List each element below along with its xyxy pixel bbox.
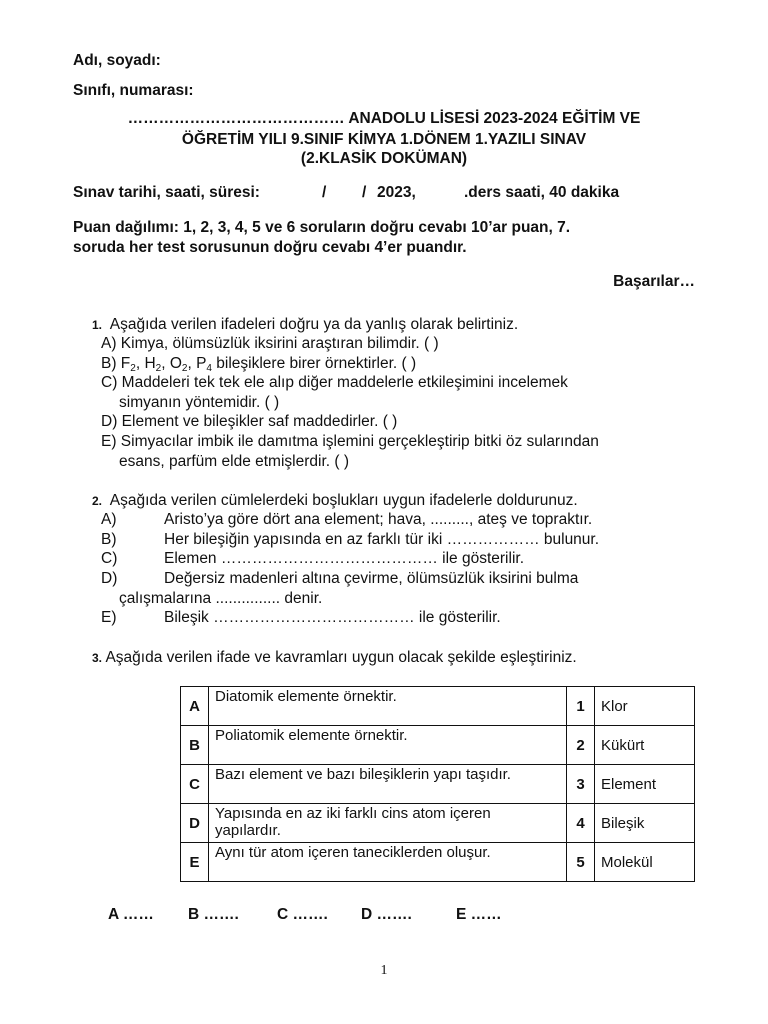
question-2-item-b: Her bileşiğin yapısında en az farklı tür iki ……………… bulunur. bbox=[164, 531, 600, 548]
question-1-item-c: C) Maddeleri tek tek ele alıp diğer maddelerle etkileşimini incelemek bbox=[101, 374, 568, 391]
row-term: Klor bbox=[595, 687, 695, 726]
question-1-item-e: E) Simyacılar imbik ile damıtma işlemini gerçekleştirip bitki öz sularından bbox=[101, 433, 599, 450]
good-luck-text: Başarılar… bbox=[613, 273, 695, 290]
question-2-item-a-label: A) bbox=[101, 511, 117, 528]
row-key: A bbox=[181, 687, 209, 726]
exam-date-slash-2: / bbox=[362, 184, 367, 201]
question-1-item-c-cont: simyanın yöntemidir. ( ) bbox=[119, 394, 280, 411]
row-key: D bbox=[181, 804, 209, 843]
row-description: Poliatomik elemente örnektir. bbox=[209, 726, 567, 765]
table-row bbox=[181, 765, 695, 804]
title-line-2: ÖĞRETİM YILI 9.SINIF KİMYA 1.DÖNEM 1.YAZILI SINAV bbox=[181, 131, 587, 148]
question-2-item-e-label: E) bbox=[101, 609, 117, 626]
question-3-prompt bbox=[92, 649, 577, 667]
exam-date-slash-1: / bbox=[322, 184, 327, 201]
question-text: Aşağıda verilen ifadeleri doğru ya da yanlış olarak belirtiniz. bbox=[109, 316, 519, 333]
row-number: 5 bbox=[567, 843, 595, 882]
question-text: Aşağıda verilen cümlelerdeki boşlukları uygun ifadelerle doldurunuz. bbox=[109, 492, 578, 509]
row-key: C bbox=[181, 765, 209, 804]
table-row bbox=[181, 726, 695, 765]
answer-blank-c[interactable]: C ……. bbox=[277, 906, 328, 923]
title-line-1: …………………………………… ANADOLU LİSESİ 2023-2024 EĞİTİM VE bbox=[127, 110, 641, 127]
question-2-item-d-label: D) bbox=[101, 570, 118, 587]
name-label: Adı, soyadı: bbox=[73, 52, 161, 69]
exam-date-duration: .ders saati, 40 dakika bbox=[464, 184, 620, 201]
title-line-3: (2.KLASİK DOKÜMAN) bbox=[300, 150, 468, 167]
question-text: Aşağıda verilen ifade ve kavramları uygun olacak şekilde eşleştiriniz. bbox=[105, 649, 577, 666]
question-2-item-e: Bileşik ………………………………… ile gösterilir. bbox=[164, 609, 501, 626]
row-term: Molekül bbox=[595, 843, 695, 882]
row-number: 1 bbox=[567, 687, 595, 726]
question-number: 2. bbox=[92, 494, 103, 508]
score-distribution-line-1: Puan dağılımı: 1, 2, 3, 4, 5 ve 6 soruların doğru cevabı 10’ar puan, 7. bbox=[73, 219, 571, 236]
row-number: 3 bbox=[567, 765, 595, 804]
question-2-item-d-cont: çalışmalarına ............... denir. bbox=[119, 590, 323, 607]
row-term: Element bbox=[595, 765, 695, 804]
question-1-item-d: D) Element ve bileşikler saf maddedirler. ( ) bbox=[101, 413, 398, 430]
row-description: Bazı element ve bazı bileşiklerin yapı taşıdır. bbox=[209, 765, 567, 804]
row-term: Kükürt bbox=[595, 726, 695, 765]
row-number: 2 bbox=[567, 726, 595, 765]
row-description: Aynı tür atom içeren taneciklerden oluşur. bbox=[209, 843, 567, 882]
exam-date-label: Sınav tarihi, saati, süresi: bbox=[73, 184, 260, 201]
question-2-item-d: Değersiz madenleri altına çevirme, ölümsüzlük iksirini bulma bbox=[164, 570, 579, 587]
question-number: 1. bbox=[92, 318, 103, 332]
table-row bbox=[181, 804, 695, 843]
page-number: 1 bbox=[380, 963, 388, 978]
question-2-item-c: Elemen …………………………………… ile gösterilir. bbox=[164, 550, 525, 567]
row-key: B bbox=[181, 726, 209, 765]
row-description: Diatomik elemente örnektir. bbox=[209, 687, 567, 726]
question-2-item-a: Aristo’ya göre dört ana element; hava, ........., ateş ve topraktır. bbox=[164, 511, 593, 528]
exam-date-year: 2023, bbox=[377, 184, 416, 201]
class-label: Sınıfı, numarası: bbox=[73, 82, 194, 99]
row-key: E bbox=[181, 843, 209, 882]
answer-blank-a[interactable]: A …… bbox=[108, 906, 154, 923]
question-number: 3. bbox=[92, 651, 103, 665]
row-number: 4 bbox=[567, 804, 595, 843]
item-b-prefix: B) F bbox=[101, 355, 131, 372]
table-row bbox=[181, 687, 695, 726]
question-1-prompt bbox=[92, 316, 518, 334]
answer-blank-d[interactable]: D ……. bbox=[361, 906, 412, 923]
matching-table bbox=[180, 686, 695, 882]
question-2-item-b-label: B) bbox=[101, 531, 117, 548]
item-b-text: bileşiklere birer örnektirler. ( ) bbox=[216, 355, 417, 372]
question-1-item-e-cont: esans, parfüm elde etmişlerdir. ( ) bbox=[119, 453, 350, 470]
answer-blank-e[interactable]: E …… bbox=[456, 906, 502, 923]
row-description: Yapısında en az iki farklı cins atom içeren yapılardır. bbox=[209, 804, 567, 843]
question-2-item-c-label: C) bbox=[101, 550, 118, 567]
answer-blank-b[interactable]: B ……. bbox=[188, 906, 239, 923]
table-row bbox=[181, 843, 695, 882]
question-2-prompt bbox=[92, 492, 578, 510]
row-term: Bileşik bbox=[595, 804, 695, 843]
score-distribution-line-2: soruda her test sorusunun doğru cevabı 4’er puandır. bbox=[73, 239, 467, 256]
question-1-item-b: B) $F_2$, $H_2$, $O_2$, $P_4$ bileşiklere birer örnektirler. ( ) bbox=[101, 355, 417, 374]
question-1-item-a: A) Kimya, ölümsüzlük iksirini araştıran bilimdir. ( ) bbox=[101, 335, 439, 352]
